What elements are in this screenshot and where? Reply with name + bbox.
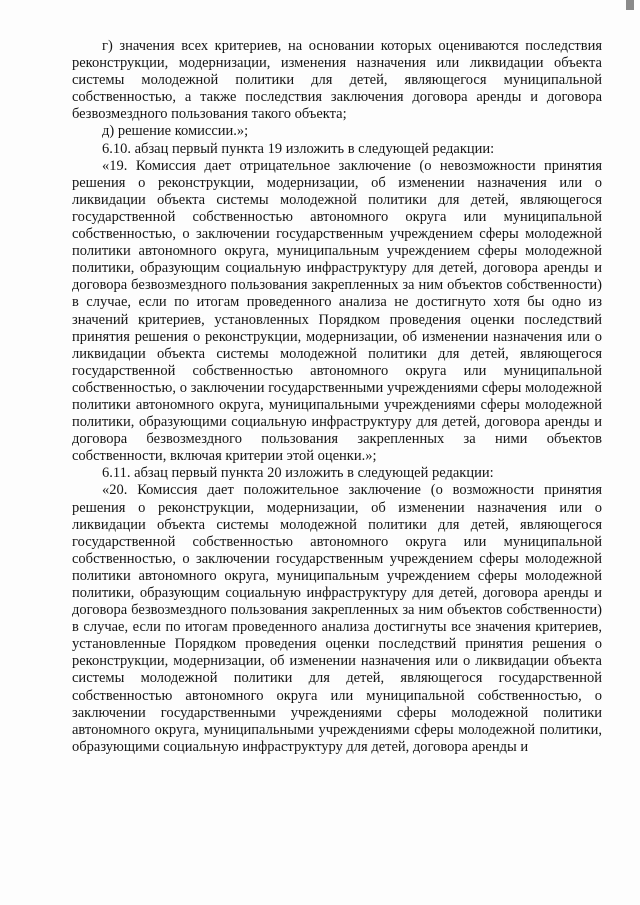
paragraph-commission-decision: д) решение комиссии.»; — [102, 123, 249, 140]
document-body — [72, 38, 602, 756]
paragraph-amendment-6-10: 6.10. абзац первый пункта 19 изложить в следующей редакции: — [102, 140, 495, 157]
paragraph-amendment-6-11: 6.11. абзац первый пункта 20 изложить в следующей редакции: — [102, 465, 494, 482]
paragraph-clause-19: «19. Комиссия дает отрицательное заключение (о невозможности принятия решения о реконструкции, модернизации, об изменении назначения или о ликвидации объекта системы молодежной политики для детей, являющегося государственной собственностью автономного округа или муниципальной собственностью, о заключении государственным учреждением сферы молодежной политики автономного округа, муниципальным учреждением сферы молодежной политики, образующим социальную инфраструктуру для детей, договора аренды и договора безвозмездного пользования закрепленных за ним объектов собственности) в случае, если по итогам проведенного анализа не достигнуто хотя бы одно из значений критериев, установленных Порядком проведения оценки последствий принятия решения о реконструкции, модернизации, об изменении назначения или о ликвидации объекта системы молодежной политики для детей, являющегося государственной собственностью автономного округа или муниципальной собственностью, о заключении государственными учреждениями сферы молодежной политики автономного округа, муниципальными учреждениями сферы молодежной политики, образующими социальную инфраструктуру для детей, договора аренды и договора безвозмездного пользования закрепленных за ними объектов собственности, включая критерии этой оценки.»; — [72, 157, 602, 465]
paragraph-clause-20: «20. Комиссия дает положительное заключение (о возможности принятия решения о реконструкции, модернизации, об изменении назначения или о ликвидации объекта системы молодежной политики для детей, являющегося государственной собственностью автономного округа или муниципальной собственностью, о заключении государственным учреждением сферы молодежной политики автономного округа, муниципальным учреждением сферы молодежной политики, образующим социальную инфраструктуру для детей, договора аренды и договора безвозмездного пользования закрепленных за ним объектов собственности) в случае, если по итогам проведенного анализа достигнуты все значения критериев, установленные Порядком проведения оценки последствий принятия решения о реконструкции, модернизации, об изменении назначения или о ликвидации объекта системы молодежной политики для детей, являющегося государственной собственностью автономного округа или муниципальной собственностью, о заключении государственными учреждениями сферы молодежной политики автономного округа, муниципальными учреждениями сферы молодежной политики, образующими социальную инфраструктуру для детей, договора аренды и — [72, 482, 602, 755]
paragraph-criteria-values: г) значения всех критериев, на основании которых оцениваются последствия реконструкции, модернизации, изменения назначения или ликвидации объекта системы молодежной политики для детей, являющегося муниципальной собственностью, а также последствия заключения договора аренды и договора безвозмездного пользования такого объекта; — [72, 38, 602, 123]
scan-edge-mark — [626, 0, 634, 10]
